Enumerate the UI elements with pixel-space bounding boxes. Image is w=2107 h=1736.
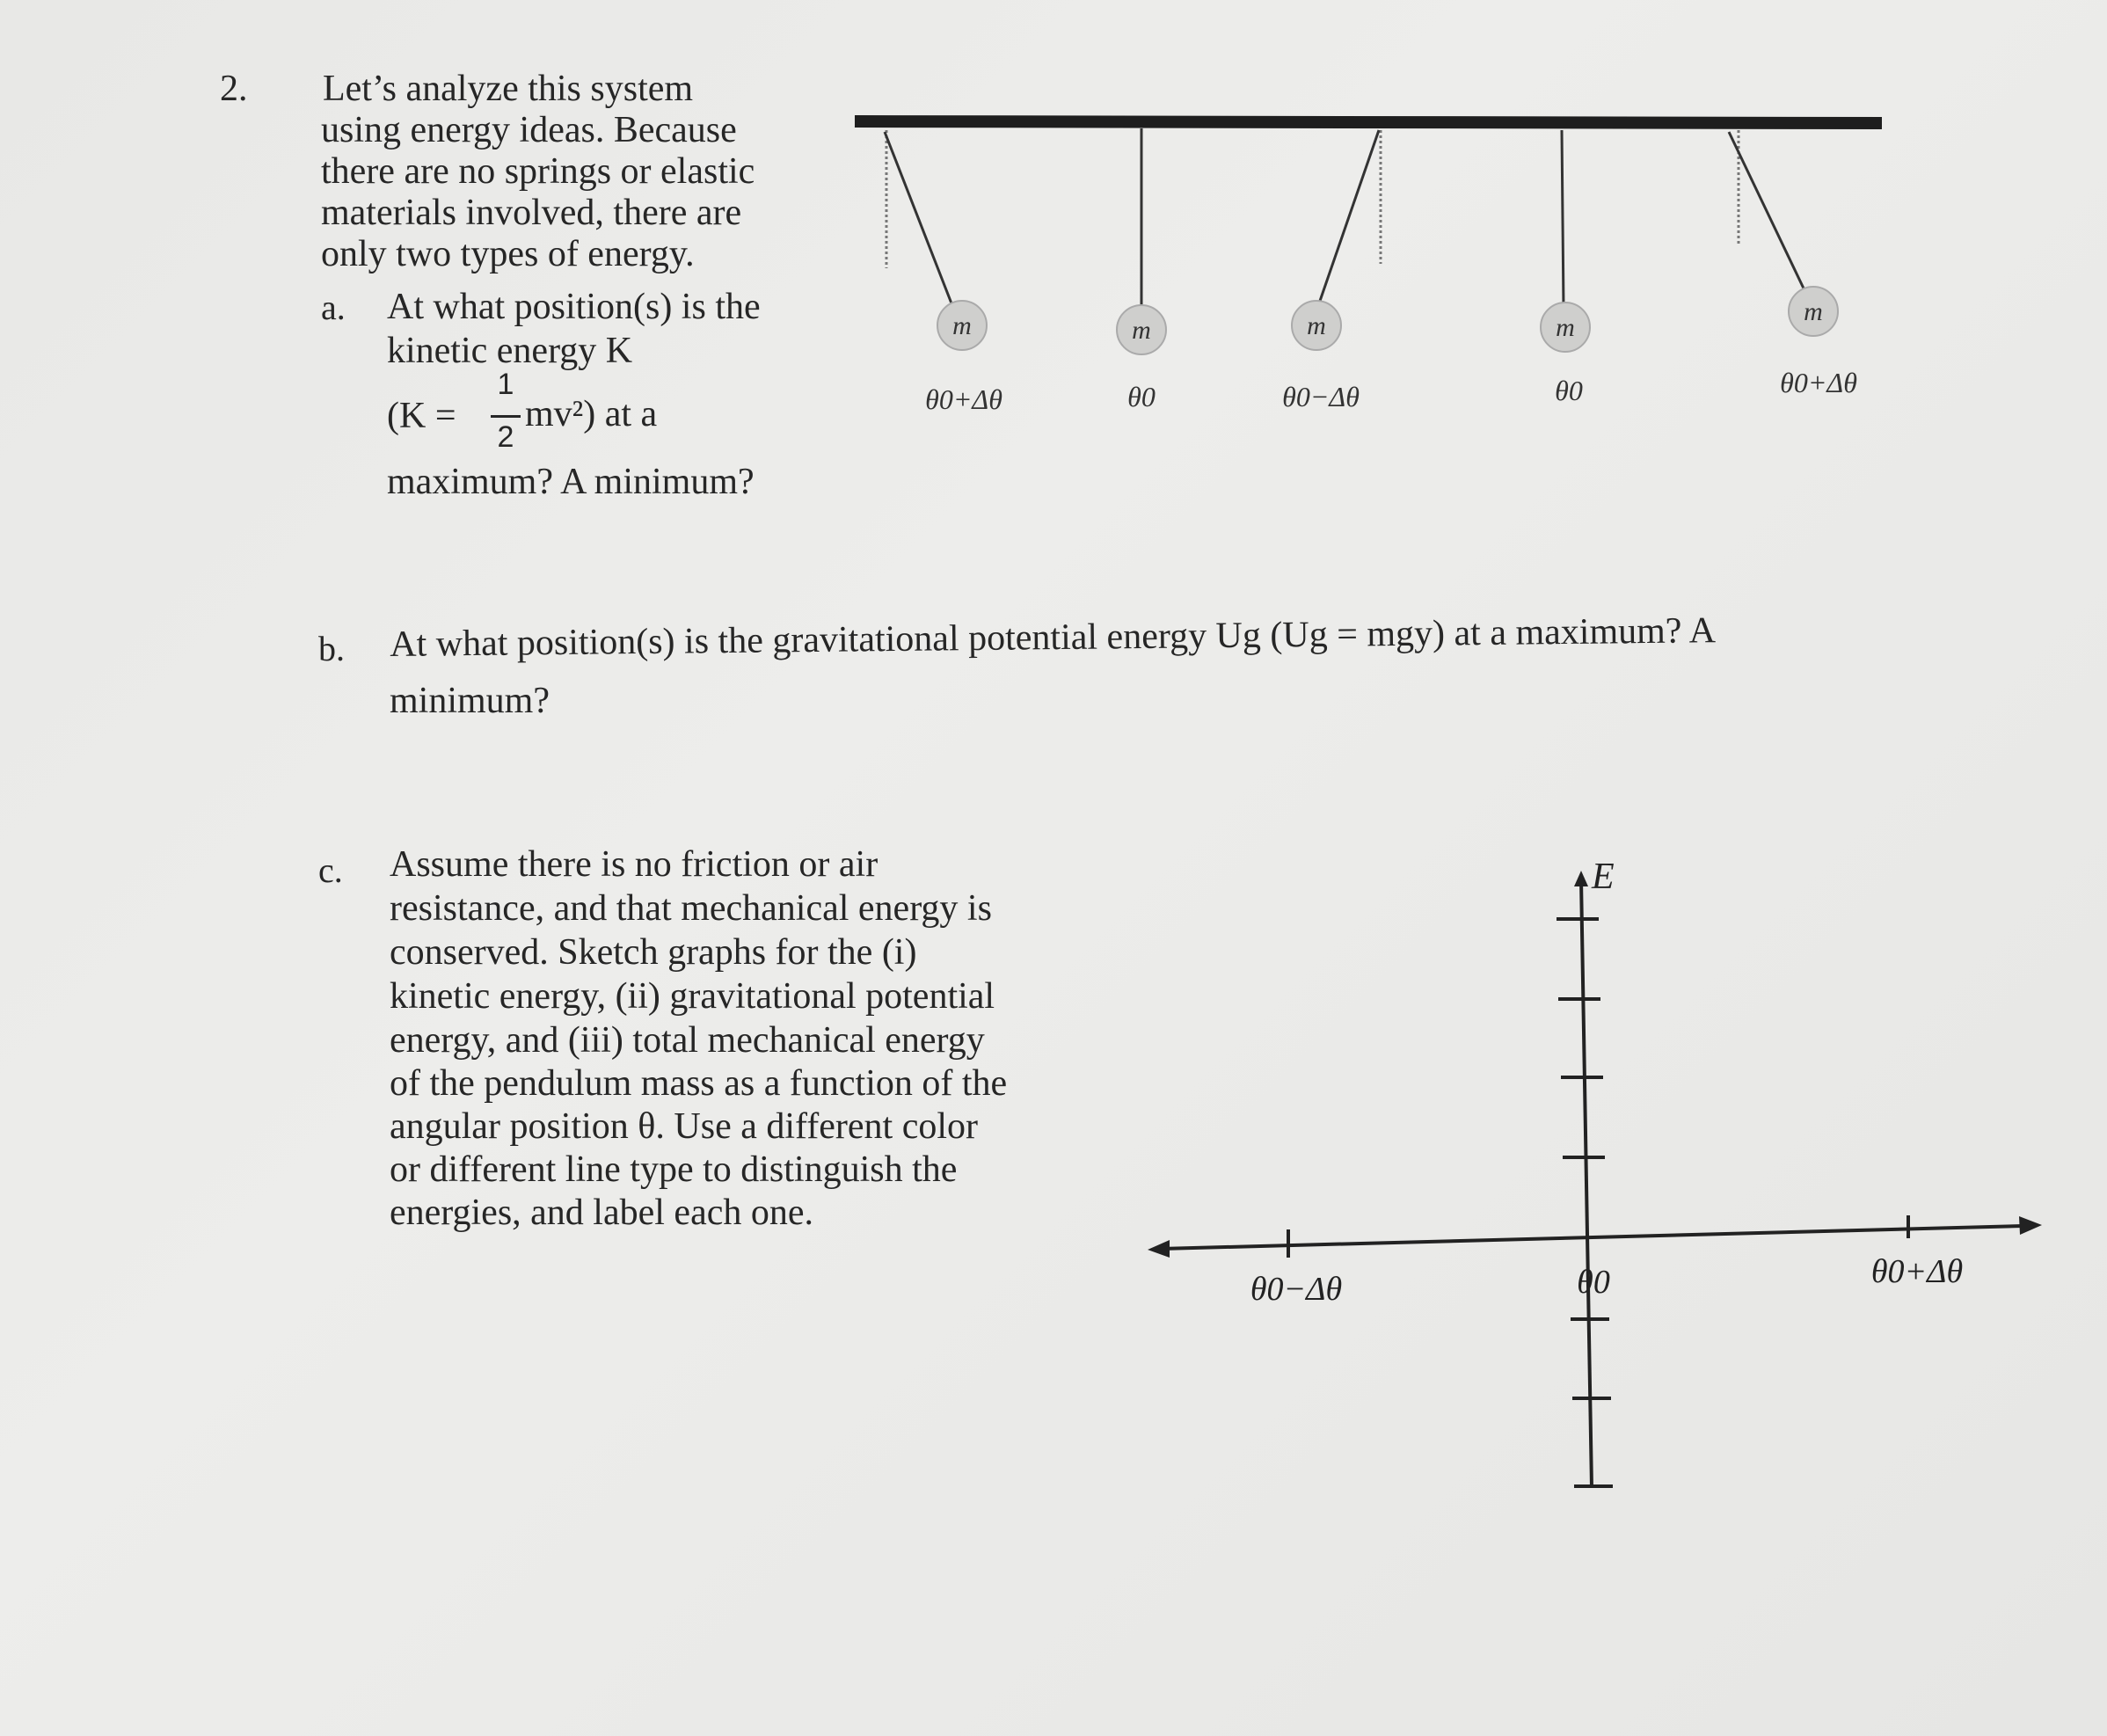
part-c-line-8: or different line type to distinguish the xyxy=(390,1149,958,1190)
part-c-line-7: angular position θ. Use a different color xyxy=(390,1106,978,1147)
part-a-frac-denominator: 2 xyxy=(497,420,514,454)
intro-line-3: there are no springs or elastic xyxy=(321,151,755,192)
part-c-line-4: kinetic energy, (ii) gravitational potential xyxy=(390,976,995,1017)
intro-line-5: only two types of energy. xyxy=(321,234,695,274)
part-c-line-1: Assume there is no friction or air xyxy=(390,844,879,885)
position-label-2: θ0 xyxy=(1127,381,1156,412)
part-a-line-1: At what position(s) is the xyxy=(387,287,761,327)
x-label-center: θ0 xyxy=(1577,1264,1610,1301)
x-label-right: θ0+Δθ xyxy=(1870,1253,1964,1290)
position-label-3: θ0−Δθ xyxy=(1282,381,1360,412)
part-b-letter: b. xyxy=(318,629,345,668)
problem-number: 2. xyxy=(220,69,248,109)
part-a-formula-rest: mv²) at a xyxy=(525,394,658,434)
intro-line-1: Let’s analyze this system xyxy=(323,69,694,109)
position-label-1: θ0+Δθ xyxy=(925,383,1002,415)
x-axis-right-arrowhead xyxy=(2019,1216,2042,1235)
mass-label-2: m xyxy=(1132,316,1151,345)
mass-label-3: m xyxy=(1307,311,1326,340)
x-axis-left-arrowhead xyxy=(1148,1240,1170,1258)
y-axis-arrowhead xyxy=(1574,871,1588,886)
mass-label-1: m xyxy=(952,311,972,340)
part-c-line-5: energy, and (iii) total mechanical energy xyxy=(390,1020,985,1061)
part-b-line-1: At what position(s) is the gravitational potential energy Ug (Ug = mgy) at a maximum? A xyxy=(390,610,1717,665)
part-a-frac-numerator: 1 xyxy=(497,368,514,401)
part-a-line-2: kinetic energy K xyxy=(387,331,633,371)
part-c-line-3: conserved. Sketch graphs for the (i) xyxy=(390,932,917,973)
part-a-line-4: maximum? A minimum? xyxy=(387,462,755,502)
part-c-line-6: of the pendulum mass as a function of the xyxy=(390,1063,1008,1104)
part-a-formula-open: (K = xyxy=(387,396,456,436)
part-a-letter: a. xyxy=(321,288,346,327)
x-label-left: θ0−Δθ xyxy=(1250,1271,1343,1308)
intro-line-4: materials involved, there are xyxy=(321,193,742,233)
position-label-4: θ0 xyxy=(1555,375,1583,406)
mass-label-4: m xyxy=(1556,313,1575,342)
mass-label-5: m xyxy=(1804,297,1823,326)
part-c-line-9: energies, and label each one. xyxy=(390,1193,813,1233)
part-c-letter: c. xyxy=(318,850,343,890)
position-label-5: θ0+Δθ xyxy=(1780,367,1857,398)
part-b-line-2: minimum? xyxy=(390,681,550,721)
y-axis-label: E xyxy=(1592,857,1615,897)
intro-line-2: using energy ideas. Because xyxy=(321,110,737,150)
part-c-line-2: resistance, and that mechanical energy is xyxy=(390,888,992,929)
